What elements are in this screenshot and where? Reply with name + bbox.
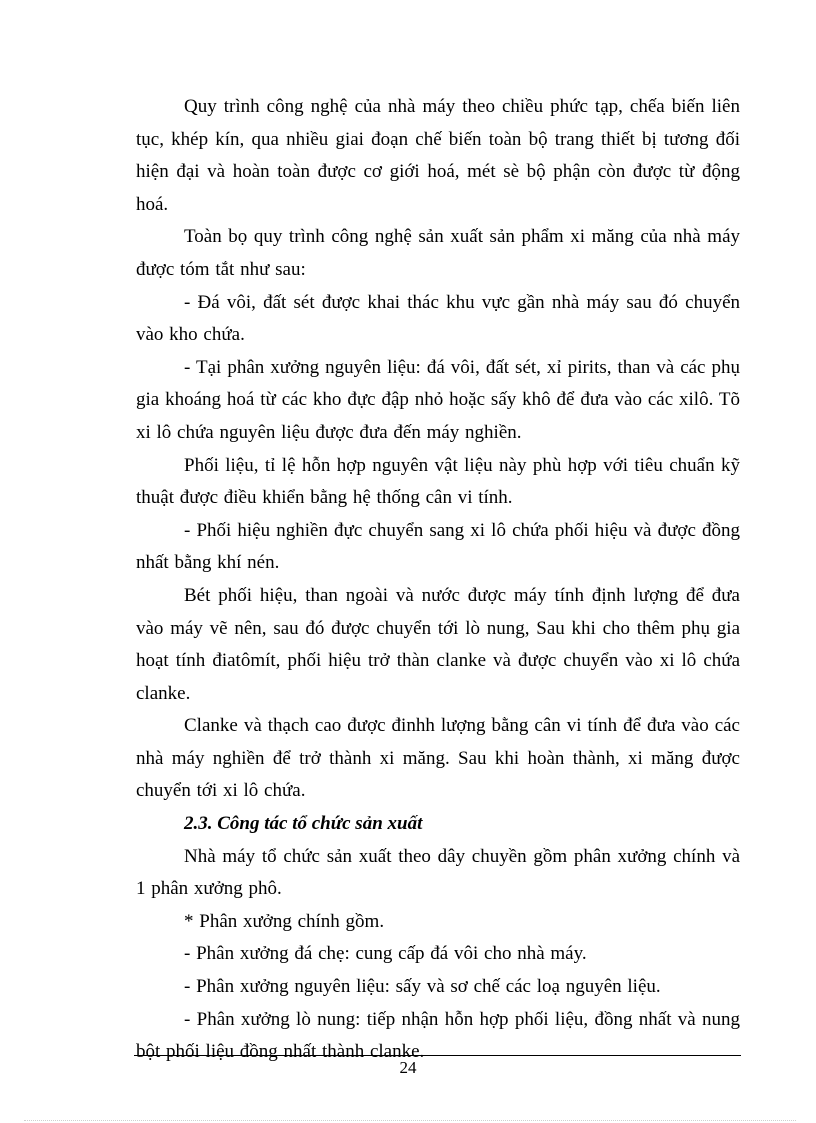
section-heading: 2.3. Công tác tổ chức sản xuất	[184, 813, 423, 835]
paragraph-kiln: Bét phối hiệu, than ngoài và nước được máy tính định lượng để đưa vào máy vẽ nên, sau đó được chuyển tới lò nung, Sau khi cho thêm phụ gia hoạt tính điatômít, phối hiệu trở thàn clanke và được chuyển vào xi lô chứa clanke.	[136, 584, 740, 704]
paragraph-raw-material-workshop: - Tại phân xưởng nguyên liệu: đá vôi, đất sét, xỉ pirits, than và các phụ gia khoáng hoá từ các kho đực đập nhỏ hoặc sấy khô để đưa vào các xilô. Tõ xi lô chứa nguyên liệu được đưa đến máy nghiền.	[136, 356, 740, 443]
paragraph-quarry-workshop: - Phân xưởng đá chẹ: cung cấp đá vôi cho nhà máy.	[184, 943, 587, 965]
page-bottom-border	[24, 1120, 796, 1121]
paragraph-process-overview: Quy trình công nghệ của nhà máy theo chiều phức tạp, chếa biến liên tục, khép kín, qua nhiều giai đoạn chế biến toàn bộ trang thiết bị tương đối hiện đại và hoàn toàn được cơ giới hoá, mét sè bộ phận còn được từ động hoá.	[136, 96, 740, 215]
paragraph-main-workshops: * Phân xưởng chính gồm.	[184, 910, 385, 932]
paragraph-kiln-workshop: - Phân xưởng lò nung: tiếp nhận hỗn hợp phối liệu, đồng nhất và nung bột phối liệu đồng nhất thành clanke.	[136, 1008, 740, 1063]
body-text	[136, 91, 740, 1069]
paragraph-grinding: Clanke và thạch cao được đinhh lượng bằng cân vi tính để đưa vào các nhà máy nghiền để trở thành xi măng. Sau khi hoàn thành, xi măng được chuyển tới xi lô chứa.	[136, 715, 740, 802]
paragraph-organization: Nhà máy tổ chức sản xuất theo dây chuyền gồm phân xưởng chính và 1 phân xưởng phô.	[136, 845, 740, 900]
footer-divider	[134, 1055, 741, 1056]
paragraph-mix-ratio: Phối liệu, tỉ lệ hỗn hợp nguyên vật liệu này phù hợp với tiêu chuẩn kỹ thuật được điều khiển bằng hệ thống cân vi tính.	[136, 454, 740, 509]
paragraph-material-workshop: - Phân xưởng nguyên liệu: sấy và sơ chế các loạ nguyên liệu.	[184, 976, 661, 998]
paragraph-homogenization: - Phối hiệu nghiền đực chuyển sang xi lô chứa phối hiệu và được đồng nhất bằng khí nén.	[136, 519, 740, 574]
paragraph-process-summary: Toàn bọ quy trình công nghệ sản xuất sản phẩm xi măng của nhà máy được tóm tắt như sau:	[136, 226, 740, 280]
page-number: 24	[399, 1058, 417, 1077]
paragraph-raw-material-mining: - Đá vôi, đất sét được khai thác khu vực gần nhà máy sau đó chuyển vào kho chứa.	[136, 291, 740, 346]
